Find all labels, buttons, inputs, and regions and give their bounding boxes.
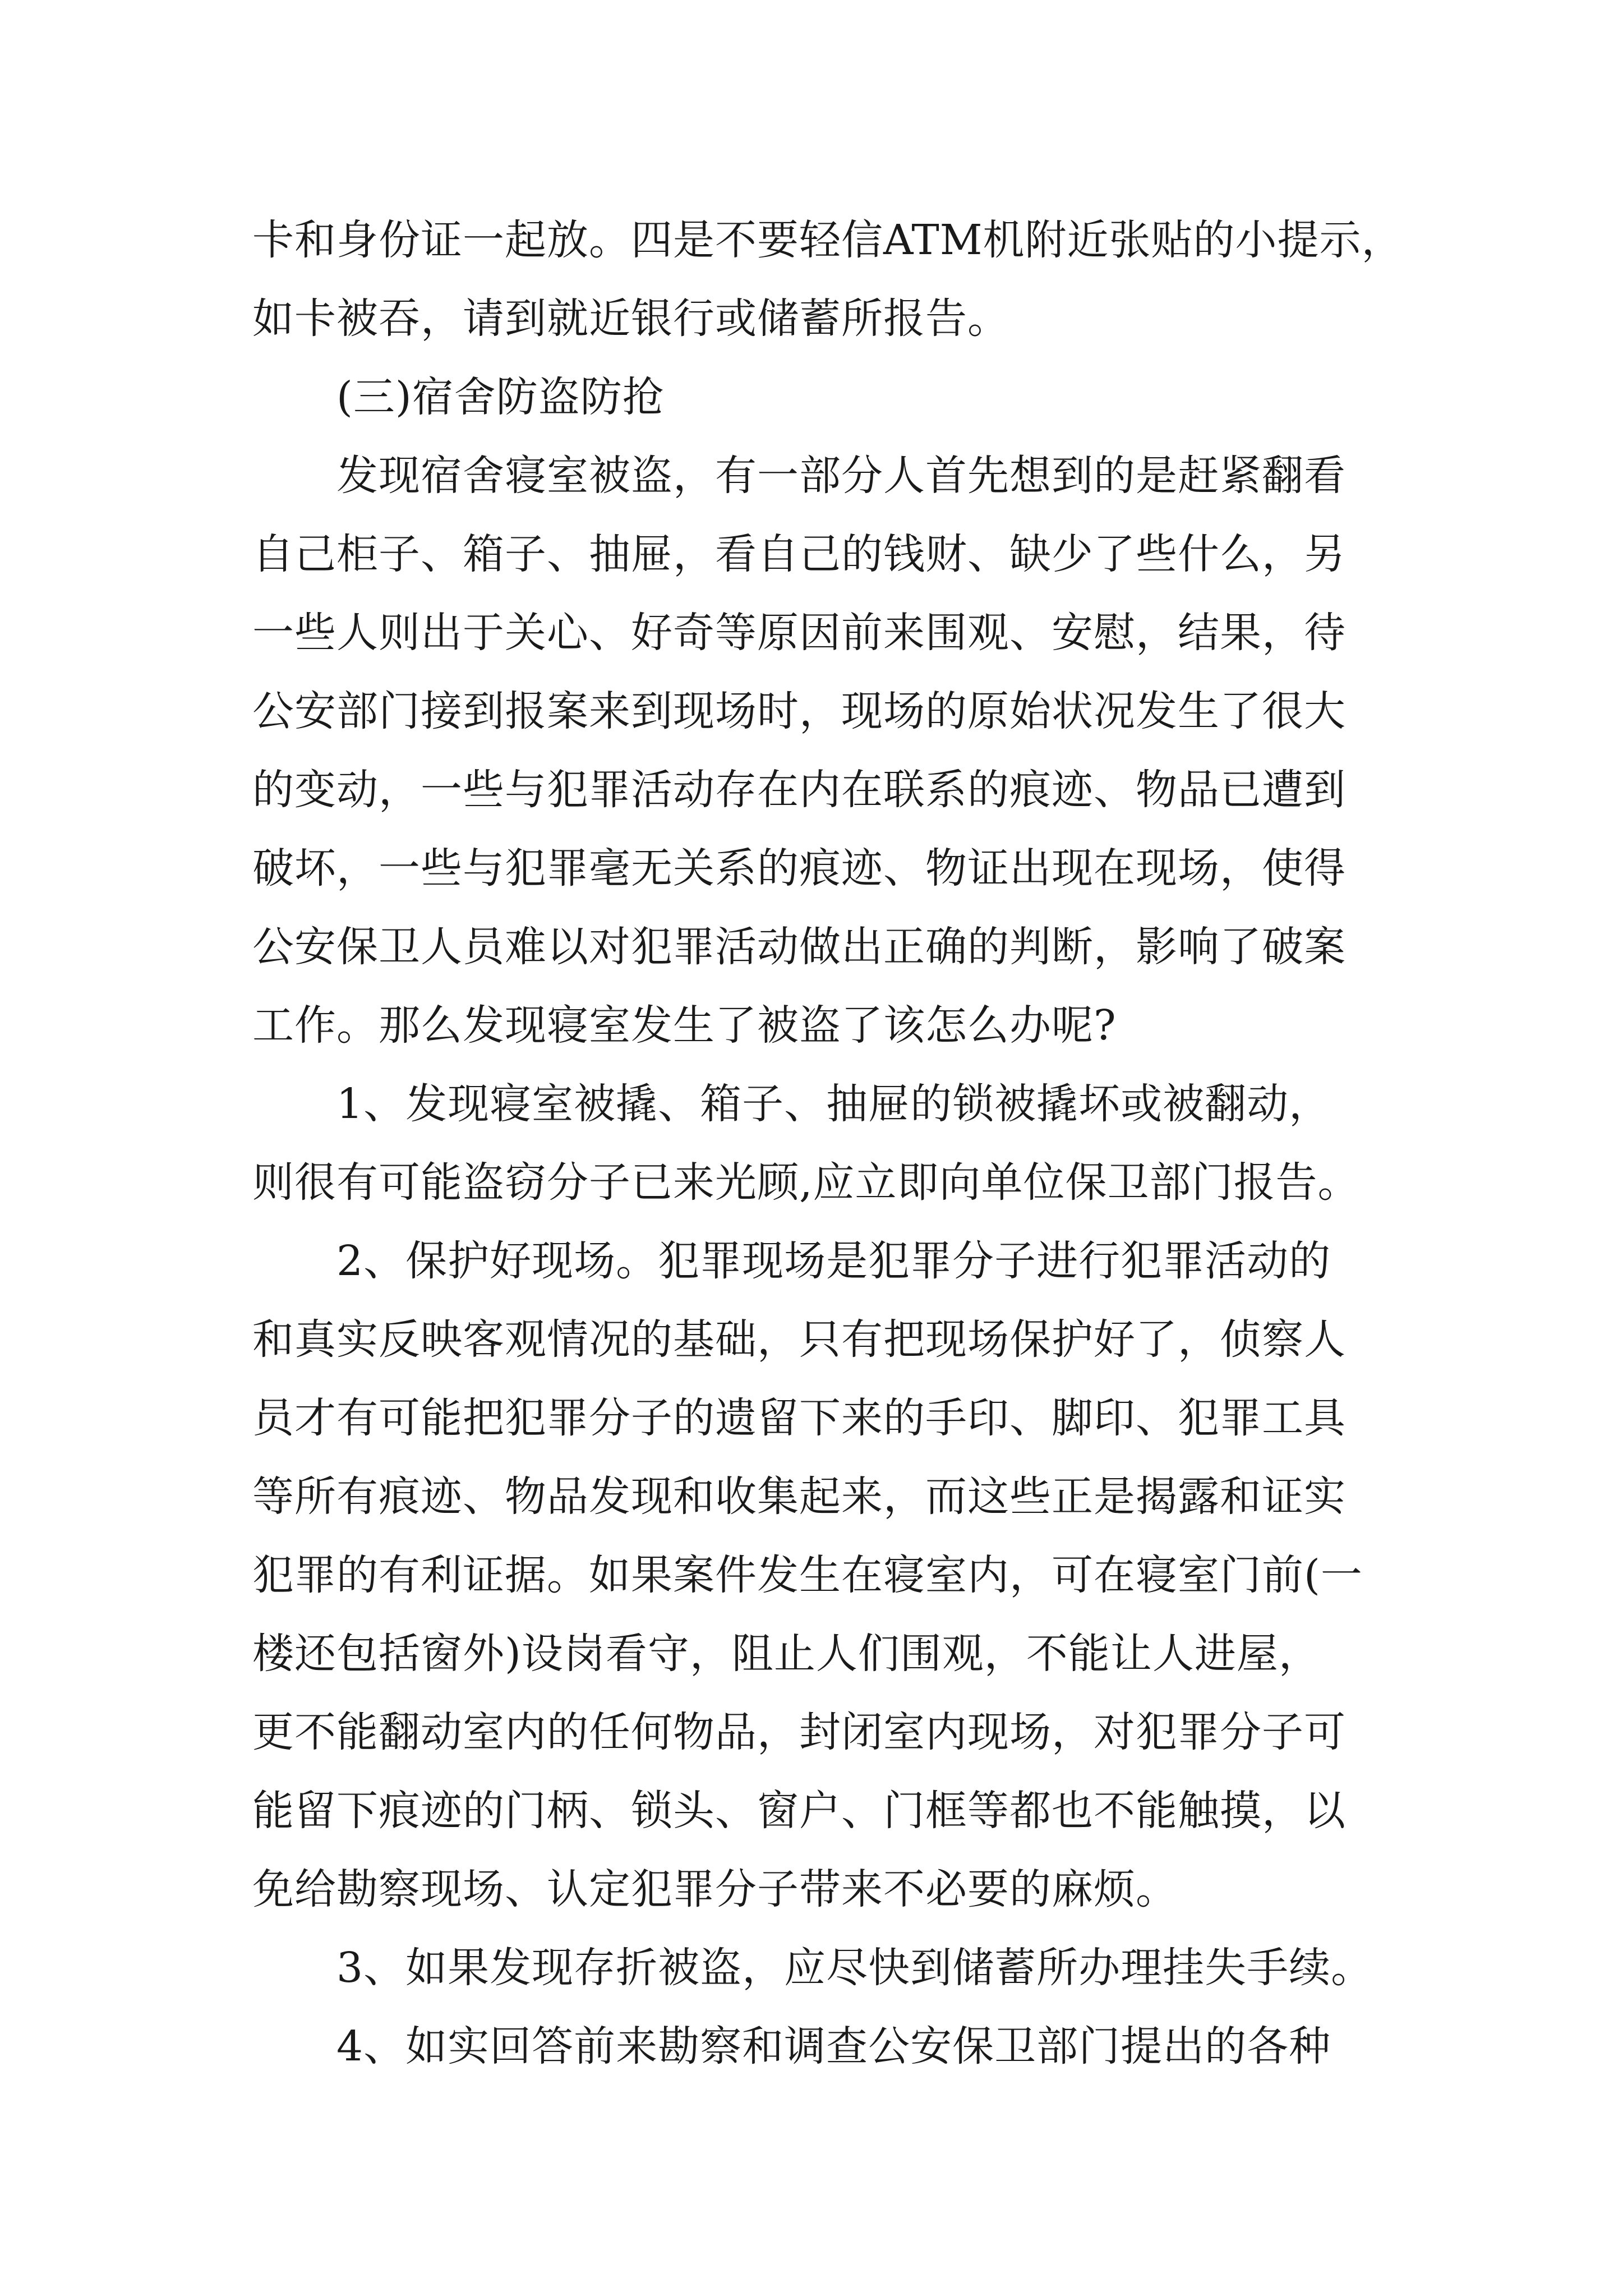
text-line: 更不能翻动室内的任何物品，封闭室内现场，对犯罪分子可 (252, 1708, 1346, 1756)
text-line: 和真实反映客观情况的基础，只有把现场保护好了，侦察人 (252, 1315, 1346, 1364)
text-line: 楼还包括窗外)设岗看守，阻止人们围观，不能让人进屋， (252, 1630, 1321, 1678)
text-line: 公安部门接到报案来到现场时，现场的原始状况发生了很大 (252, 687, 1346, 735)
text-line: 等所有痕迹、物品发现和收集起来，而这些正是揭露和证实 (252, 1473, 1346, 1521)
text-line: 破坏，一些与犯罪毫无关系的痕迹、物证出现在现场，使得 (252, 844, 1346, 892)
text-line: 工作。那么发现寝室发生了被盗了该怎么办呢? (252, 1001, 1117, 1050)
text-line: 员才有可能把犯罪分子的遗留下来的手印、脚印、犯罪工具 (252, 1394, 1346, 1442)
text-line: 则很有可能盗窃分子已来光顾,应立即向单位保卫部门报告。 (252, 1158, 1360, 1207)
text-line: 发现宿舍寝室被盗，有一部分人首先想到的是赶紧翻看 (336, 452, 1346, 500)
text-line: 的变动，一些与犯罪活动存在内在联系的痕迹、物品已遭到 (252, 766, 1346, 814)
section-heading: (三)宿舍防盗防抢 (336, 373, 665, 421)
text-line: 3、如果发现存折被盗，应尽快到储蓄所办理挂失手续。 (336, 1944, 1373, 1992)
text-line: 犯罪的有利证据。如果案件发生在寝室内，可在寝室门前(一 (252, 1551, 1363, 1599)
text-line: 自己柜子、箱子、抽屉，看自己的钱财、缺少了些什么，另 (252, 530, 1346, 578)
text-line: 4、如实回答前来勘察和调查公安保卫部门提出的各种 (336, 2022, 1331, 2070)
text-line: 2、保护好现场。犯罪现场是犯罪分子进行犯罪活动的 (336, 1237, 1331, 1285)
text-line: 能留下痕迹的门柄、锁头、窗户、门框等都也不能触摸，以 (252, 1787, 1346, 1835)
text-line: 一些人则出于关心、好奇等原因前来围观、安慰，结果，待 (252, 609, 1346, 657)
text-line: 卡和身份证一起放。四是不要轻信ATM机附近张贴的小提示， (252, 216, 1404, 264)
text-line: 如卡被吞，请到就近银行或储蓄所报告。 (252, 295, 1009, 343)
text-line: 1、发现寝室被撬、箱子、抽屉的锁被撬坏或被翻动， (336, 1080, 1331, 1128)
text-line: 免给勘察现场、认定犯罪分子带来不必要的麻烦。 (252, 1865, 1178, 1913)
text-line: 公安保卫人员难以对犯罪活动做出正确的判断，影响了破案 (252, 923, 1346, 971)
